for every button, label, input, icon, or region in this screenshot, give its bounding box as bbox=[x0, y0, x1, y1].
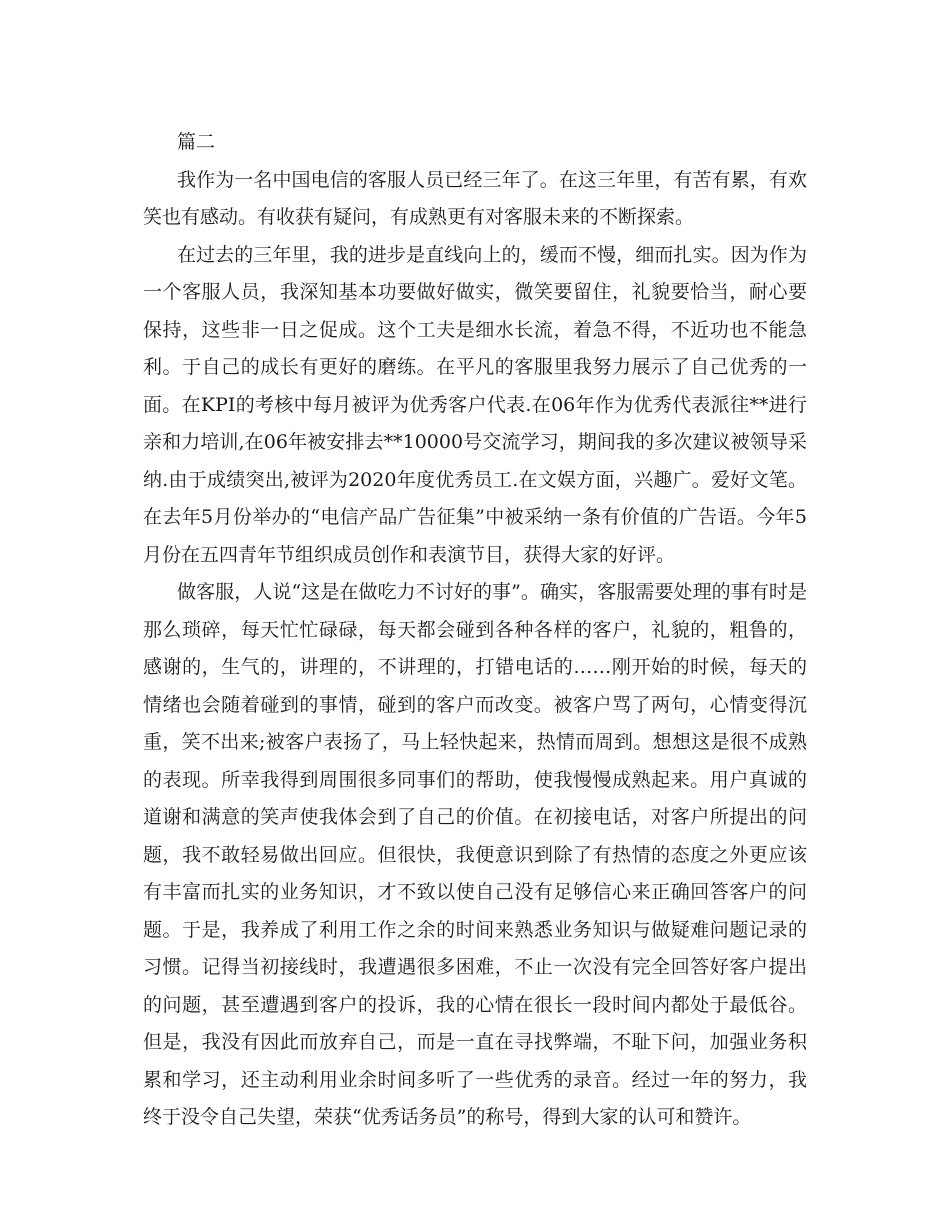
paragraph-2: 在过去的三年里，我的进步是直线向上的，缓而不慢，细而扎实。因为作为一个客服人员，我深知基本功要做好做实，微笑要留住，礼貌要恰当，耐心要保持，这些非一日之促成。这个工夫是细水长流，着急不得，不近功也不能急利。于自己的成长有更好的磨练。在平凡的客服里我努力展示了自己优秀的一面。在KPI的考核中每月被评为优秀客户代表.在06年作为优秀代表派往**进行亲和力培训,在06年被安排去**10000号交流学习，期间我的多次建议被领导采纳.由于成绩突出,被评为2020年度优秀员工.在文娱方面，兴趣广。爱好文笔。在去年5月份举办的“电信产品广告征集”中被采纳一条有价值的广告语。今年5月份在五四青年节组织成员创作和表演节目，获得大家的好评。 bbox=[143, 243, 807, 566]
section-heading: 篇二 bbox=[177, 131, 216, 153]
document-body bbox=[143, 124, 807, 1137]
paragraph-3: 做客服，人说“这是在做吃力不讨好的事”。确实，客服需要处理的事有时是那么琐碎，每天忙忙碌碌，每天都会碰到各种各样的客户，礼貌的，粗鲁的，感谢的，生气的，讲理的，不讲理的，打错电话的……刚开始的时候，每天的情绪也会随着碰到的事情，碰到的客户而改变。被客户骂了两句，心情变得沉重，笑不出来;被客户表扬了，马上轻快起来，热情而周到。想想这是很不成熟的表现。所幸我得到周围很多同事们的帮助，使我慢慢成熟起来。用户真诚的道谢和满意的笑声使我体会到了自己的价值。在初接电话，对客户所提出的问题，我不敢轻易做出回应。但很快，我便意识到除了有热情的态度之外更应该有丰富而扎实的业务知识，才不致以使自己没有足够信心来正确回答客户的问题。于是，我养成了利用工作之余的时间来熟悉业务知识与做疑难问题记录的习惯。记得当初接线时，我遭遇很多困难，不止一次没有完全回答好客户提出的问题，甚至遭遇到客户的投诉，我的心情在很长一段时间内都处于最低谷。但是，我没有因此而放弃自己，而是一直在寻找弊端，不耻下问，加强业务积累和学习，还主动利用业余时间多听了一些优秀的录音。经过一年的努力，我终于没令自己失望，荣获“优秀话务员”的称号，得到大家的认可和赞许。 bbox=[143, 581, 807, 1128]
paragraph-1: 我作为一名中国电信的客服人员已经三年了。在这三年里，有苦有累，有欢笑也有感动。有收获有疑问，有成熟更有对客服未来的不断探索。 bbox=[143, 168, 807, 228]
